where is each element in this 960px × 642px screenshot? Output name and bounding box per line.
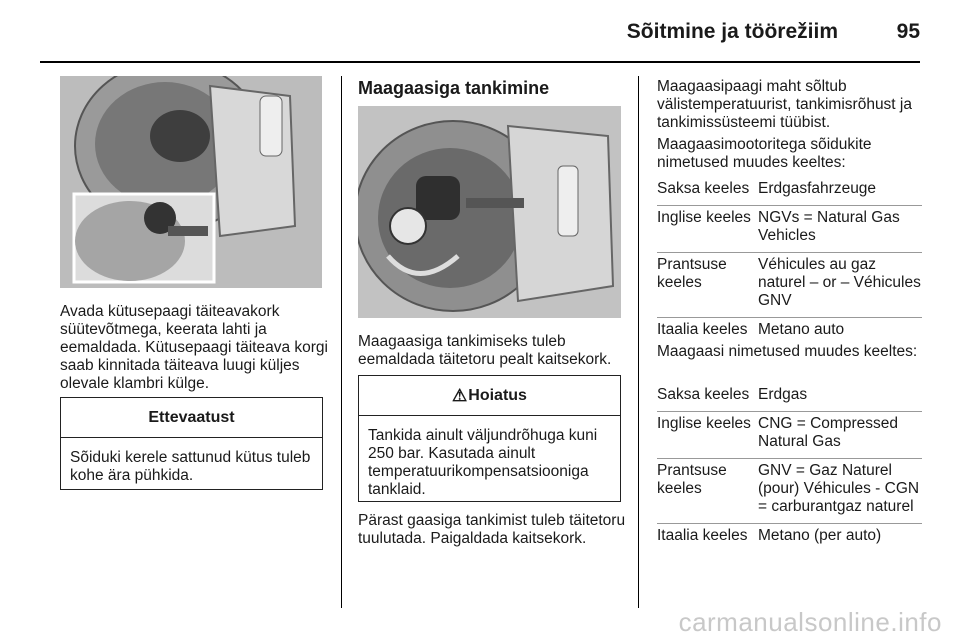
gas-names-intro: Maagaasi nimetused muudes keeltes:	[657, 343, 918, 360]
name-cell: Véhicules au gaz naturel – or – Véhicules GNV	[758, 256, 921, 309]
table-row	[657, 524, 922, 552]
warning-text: Tankida ainult väljundrõhuga kuni 250 bar. Kasutada ainult temperatuurikompensatsiooniga tanklaid.	[368, 427, 598, 498]
middle-paragraph-1: Maagaasiga tankimiseks tuleb eemaldada täitetoru pealt kaitsekork.	[358, 333, 612, 368]
fuel-cap-paragraph: Avada kütusepaagi täiteavakork süütevõtmega, keerata lahti ja eemaldada. Kütusepaagi täiteava korgi saab kinnitada täiteava luugi küljes olevale klambri külge.	[60, 303, 328, 392]
watermark: carmanualsonline.info	[678, 607, 942, 637]
table-row	[657, 206, 922, 253]
warning-triangle-icon: ⚠	[452, 385, 468, 405]
name-cell: CNG = Compressed Natural Gas	[758, 415, 898, 450]
column-divider-right	[638, 76, 639, 608]
column-divider-left	[341, 76, 342, 608]
caution-text: Sõiduki kerele sattunud kütus tuleb kohe ära pühkida.	[70, 449, 311, 484]
language-cell: Inglise keeles	[657, 209, 751, 226]
vehicle-names-table	[657, 177, 922, 346]
gas-names-table	[657, 383, 922, 552]
name-cell: Metano auto	[758, 321, 845, 338]
name-cell: NGVs = Natural Gas Vehicles	[758, 209, 900, 244]
caution-title: Ettevaatust	[61, 398, 322, 438]
name-cell: Erdgas	[758, 386, 808, 403]
fuel-filler-cap-illustration	[60, 76, 322, 288]
warning-box	[358, 375, 621, 502]
left-column-text	[60, 303, 328, 393]
caution-box	[60, 397, 323, 490]
section-heading: Maagaasiga tankimine	[358, 78, 550, 98]
header-rule	[40, 61, 920, 63]
table-row	[657, 412, 922, 459]
running-header-title: Sõitmine ja töörežiim	[626, 20, 838, 43]
table-row	[657, 318, 922, 346]
table-row	[657, 383, 922, 412]
language-cell: Saksa keeles	[657, 386, 750, 403]
warning-header	[359, 376, 620, 416]
language-cell: Inglise keeles	[657, 415, 751, 432]
capacity-paragraph: Maagaasipaagi maht sõltub välistemperatuurist, tankimisrõhust ja tankimissüsteemi tüübist.	[657, 78, 912, 131]
name-cell: Erdgasfahrzeuge	[758, 180, 877, 197]
vehicle-names-intro: Maagaasimootoritega sõidukite nimetused muudes keeltes:	[657, 136, 872, 171]
name-cell: GNV = Gaz Naturel (pour) Véhicules - CGN = carburantgaz naturel	[758, 462, 920, 515]
language-cell: Itaalia keeles	[657, 527, 748, 544]
table-row	[657, 253, 922, 318]
warning-title: Hoiatus	[468, 386, 527, 404]
language-cell: Saksa keeles	[657, 180, 750, 197]
language-cell: Itaalia keeles	[657, 321, 748, 338]
middle-paragraph-2: Pärast gaasiga tankimist tuleb täitetoru tuulutada. Paigaldada kaitsekork.	[358, 512, 626, 547]
language-cell: Prantsuse keeles	[657, 256, 727, 291]
page-number: 95	[896, 20, 920, 43]
table-row	[657, 459, 922, 524]
name-cell: Metano (per auto)	[758, 527, 882, 544]
language-cell: Prantsuse keeles	[657, 462, 727, 497]
gas-filler-illustration	[358, 106, 621, 318]
table-row	[657, 177, 922, 206]
